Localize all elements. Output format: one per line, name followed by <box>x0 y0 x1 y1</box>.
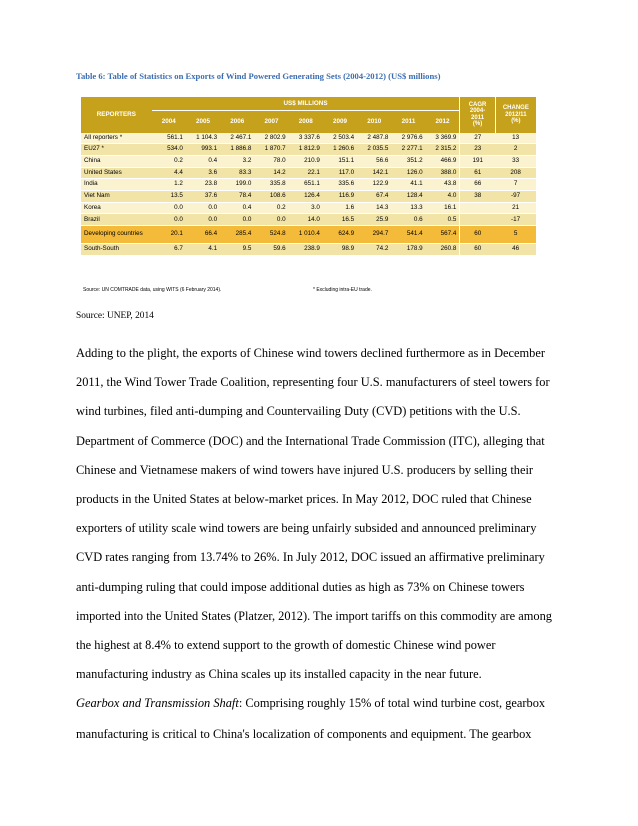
value-cell: 142.1 <box>357 167 391 179</box>
value-cell: 22.1 <box>289 167 323 179</box>
value-cell: 128.4 <box>391 190 425 202</box>
value-cell: 13.5 <box>152 190 186 202</box>
paragraph-line: exporters of utility scale wind towers are being unfairly subsided and announced preliminary <box>76 521 537 536</box>
value-cell: 67.4 <box>357 190 391 202</box>
table-row <box>81 244 536 256</box>
change-cell: 33 <box>495 155 536 167</box>
paragraph-line: 2011, the Wind Tower Trade Coalition, representing four U.S. manufacturers of steel towers for <box>76 375 550 390</box>
change-cell: 13 <box>495 133 536 144</box>
value-cell: 2 277.1 <box>391 144 425 156</box>
reporter-name: EU27 * <box>81 144 152 156</box>
value-cell: 43.8 <box>426 179 460 191</box>
value-cell: 285.4 <box>220 226 254 244</box>
paragraph-line: Department of Commerce (DOC) and the International Trade Commission (ITC), alleging that <box>76 433 545 448</box>
value-cell: 351.2 <box>391 155 425 167</box>
value-cell: 3 337.6 <box>289 133 323 144</box>
value-cell: 56.6 <box>357 155 391 167</box>
value-cell: 0.6 <box>391 214 425 226</box>
value-cell: 25.9 <box>357 214 391 226</box>
cagr-cell: 60 <box>460 244 495 256</box>
value-cell: 66.4 <box>186 226 220 244</box>
value-cell: 1 104.3 <box>186 133 220 144</box>
year-header: 2010 <box>357 110 391 133</box>
year-header: 2007 <box>254 110 288 133</box>
value-cell: 16.5 <box>323 214 357 226</box>
value-cell: 2 503.4 <box>323 133 357 144</box>
value-cell: 199.0 <box>220 179 254 191</box>
table-row <box>81 226 536 244</box>
value-cell: 294.7 <box>357 226 391 244</box>
reporter-name: All reporters * <box>81 133 152 144</box>
value-cell: 2 802.9 <box>254 133 288 144</box>
change-cell: 5 <box>495 226 536 244</box>
table-notes <box>83 287 533 293</box>
value-cell: 14.2 <box>254 167 288 179</box>
paragraph-2-line-1: Gearbox and Transmission Shaft: Comprising roughly 15% of total wind turbine cost, gearbox <box>76 696 546 710</box>
value-cell: 4.1 <box>186 244 220 256</box>
value-cell: 0.4 <box>220 202 254 214</box>
value-cell: 14.3 <box>357 202 391 214</box>
value-cell: 0.0 <box>186 214 220 226</box>
value-cell: 0.0 <box>220 214 254 226</box>
paragraph-line: imported into the United States (Platzer, 2012). The import tariffs on this commodity are among <box>76 608 552 623</box>
year-header: 2006 <box>220 110 254 133</box>
change-cell: -17 <box>495 214 536 226</box>
cagr-cell: 66 <box>460 179 495 191</box>
value-cell: 0.2 <box>254 202 288 214</box>
reporter-name: Developing countries <box>81 226 152 244</box>
reporter-name: Brazil <box>81 214 152 226</box>
change-cell: 2 <box>495 144 536 156</box>
paragraph-line: manufacturing industry as China scales up its installed capacity in the near future. <box>76 667 482 682</box>
reporter-name: Viet Nam <box>81 190 152 202</box>
value-cell: 126.0 <box>391 167 425 179</box>
value-cell: 210.9 <box>289 155 323 167</box>
paragraph-line: products in the United States at below-market prices. In May 2012, DOC ruled that Chinese <box>76 491 532 506</box>
value-cell: 98.9 <box>323 244 357 256</box>
value-cell: 541.4 <box>391 226 425 244</box>
change-cell: 46 <box>495 244 536 256</box>
value-cell: 567.4 <box>426 226 460 244</box>
change-cell: 208 <box>495 167 536 179</box>
value-cell: 1 870.7 <box>254 144 288 156</box>
value-cell: 260.8 <box>426 244 460 256</box>
body-paragraph-1 <box>76 339 576 689</box>
year-header: 2009 <box>323 110 357 133</box>
value-cell: 41.1 <box>391 179 425 191</box>
statistics-table-figure <box>81 97 536 256</box>
cagr-header: CAGR 2004- 2011 (%) <box>460 97 495 133</box>
cagr-cell <box>460 214 495 226</box>
value-cell: 0.0 <box>152 214 186 226</box>
year-header: 2012 <box>426 110 460 133</box>
value-cell: 59.6 <box>254 244 288 256</box>
year-header: 2008 <box>289 110 323 133</box>
value-cell: 116.9 <box>323 190 357 202</box>
table-row <box>81 167 536 179</box>
value-cell: 1 886.8 <box>220 144 254 156</box>
value-cell: 3.6 <box>186 167 220 179</box>
table-caption: Table 6: Table of Statistics on Exports of Wind Powered Generating Sets (2004-2012) (US$ millions) <box>76 71 441 81</box>
cagr-cell: 27 <box>460 133 495 144</box>
value-cell: 0.0 <box>186 202 220 214</box>
value-cell: 126.4 <box>289 190 323 202</box>
table-row <box>81 144 536 156</box>
value-cell: 2 976.6 <box>391 133 425 144</box>
paragraph-line: Adding to the plight, the exports of Chinese wind towers declined furthermore as in December <box>76 346 545 360</box>
value-cell: 3.2 <box>220 155 254 167</box>
value-cell: 108.6 <box>254 190 288 202</box>
value-cell: 1 010.4 <box>289 226 323 244</box>
table-row <box>81 155 536 167</box>
value-cell: 0.0 <box>152 202 186 214</box>
value-cell: 1 812.9 <box>289 144 323 156</box>
table-source-note: Source: UN COMTRADE data, using WITS (6 February 2014). <box>83 287 222 293</box>
value-cell: 0.2 <box>152 155 186 167</box>
table-row <box>81 190 536 202</box>
reporter-name: China <box>81 155 152 167</box>
year-header: 2011 <box>391 110 425 133</box>
value-cell: 3.0 <box>289 202 323 214</box>
value-cell: 23.8 <box>186 179 220 191</box>
value-cell: 534.0 <box>152 144 186 156</box>
value-cell: 37.6 <box>186 190 220 202</box>
value-cell: 0.5 <box>426 214 460 226</box>
value-cell: 9.5 <box>220 244 254 256</box>
change-header: CHANGE 2012/11 (%) <box>495 97 536 133</box>
value-cell: 466.9 <box>426 155 460 167</box>
year-header: 2004 <box>152 110 186 133</box>
reporter-name: Korea <box>81 202 152 214</box>
cagr-cell: 191 <box>460 155 495 167</box>
value-cell: 178.9 <box>391 244 425 256</box>
change-cell: 7 <box>495 179 536 191</box>
cagr-cell: 23 <box>460 144 495 156</box>
value-cell: 74.2 <box>357 244 391 256</box>
value-cell: 78.0 <box>254 155 288 167</box>
body-paragraph-2 <box>76 688 576 750</box>
section-heading-gearbox: Gearbox and Transmission Shaft <box>76 696 239 710</box>
table-row <box>81 179 536 191</box>
value-cell: 2 035.5 <box>357 144 391 156</box>
value-cell: 3 369.9 <box>426 133 460 144</box>
value-cell: 1.6 <box>323 202 357 214</box>
value-cell: 122.9 <box>357 179 391 191</box>
value-cell: 335.6 <box>323 179 357 191</box>
paragraph-line: wind turbines, filed anti-dumping and Countervailing Duty (CVD) petitions with the U.S. <box>76 404 521 419</box>
paragraph-line: the highest at 8.4% to extend support to the growth of domestic Chinese wind power <box>76 637 496 652</box>
usd-millions-header: US$ MILLIONS <box>152 97 460 110</box>
value-cell: 561.1 <box>152 133 186 144</box>
value-cell: 238.9 <box>289 244 323 256</box>
value-cell: 651.1 <box>289 179 323 191</box>
value-cell: 78.4 <box>220 190 254 202</box>
value-cell: 524.8 <box>254 226 288 244</box>
year-header: 2005 <box>186 110 220 133</box>
value-cell: 4.4 <box>152 167 186 179</box>
value-cell: 13.3 <box>391 202 425 214</box>
paragraph-line: anti-dumping ruling that could impose additional duties as high as 73% on Chinese towers <box>76 579 525 594</box>
reporter-name: South-South <box>81 244 152 256</box>
reporters-header: REPORTERS <box>81 97 152 133</box>
value-cell: 14.0 <box>289 214 323 226</box>
value-cell: 993.1 <box>186 144 220 156</box>
value-cell: 624.9 <box>323 226 357 244</box>
value-cell: 83.3 <box>220 167 254 179</box>
value-cell: 117.0 <box>323 167 357 179</box>
exports-statistics-table <box>81 97 536 256</box>
value-cell: 151.1 <box>323 155 357 167</box>
change-cell: 21 <box>495 202 536 214</box>
value-cell: 2 315.2 <box>426 144 460 156</box>
table-exclusion-note: * Excluding intra-EU trade. <box>313 287 372 293</box>
value-cell: 16.1 <box>426 202 460 214</box>
value-cell: 0.0 <box>254 214 288 226</box>
reporter-name: India <box>81 179 152 191</box>
cagr-cell <box>460 202 495 214</box>
value-cell: 20.1 <box>152 226 186 244</box>
source-line: Source: UNEP, 2014 <box>76 311 154 321</box>
cagr-cell: 38 <box>460 190 495 202</box>
value-cell: 1.2 <box>152 179 186 191</box>
cagr-cell: 60 <box>460 226 495 244</box>
value-cell: 2 487.8 <box>357 133 391 144</box>
reporter-name: United States <box>81 167 152 179</box>
value-cell: 335.8 <box>254 179 288 191</box>
value-cell: 1 260.6 <box>323 144 357 156</box>
paragraph-line: CVD rates ranging from 13.74% to 26%. In July 2012, DOC issued an affirmative preliminary <box>76 550 545 565</box>
cagr-cell: 61 <box>460 167 495 179</box>
paragraph-line: Chinese and Vietnamese makers of wind towers have injured U.S. producers by selling their <box>76 462 534 477</box>
table-row <box>81 133 536 144</box>
value-cell: 6.7 <box>152 244 186 256</box>
value-cell: 0.4 <box>186 155 220 167</box>
table-row <box>81 214 536 226</box>
value-cell: 2 467.1 <box>220 133 254 144</box>
value-cell: 4.0 <box>426 190 460 202</box>
table-row <box>81 202 536 214</box>
value-cell: 388.0 <box>426 167 460 179</box>
change-cell: -97 <box>495 190 536 202</box>
paragraph-2-line-2: manufacturing is critical to China's localization of components and equipment. The gearbox <box>76 727 532 741</box>
